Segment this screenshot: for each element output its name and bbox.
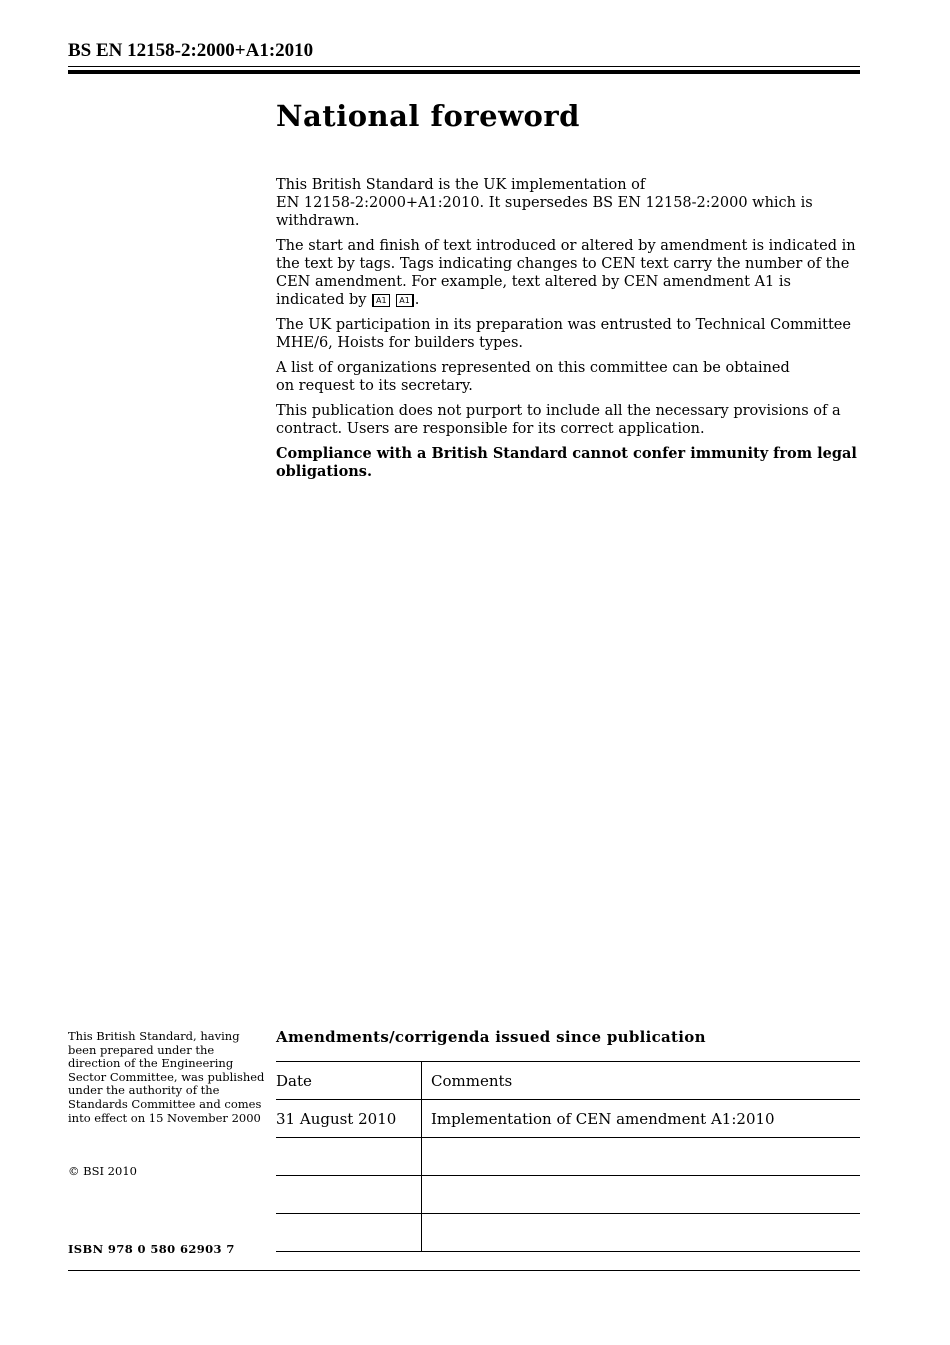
row-date: 31 August 2010 — [276, 1100, 422, 1138]
para-compliance: Compliance with a British Standard cannot confer immunity from legal obligations. — [276, 445, 857, 480]
page-title: National foreword — [276, 99, 580, 133]
table-row — [276, 1138, 860, 1176]
header-comments: Comments — [422, 1062, 861, 1100]
row-comments — [422, 1214, 861, 1252]
isbn: ISBN 978 0 580 62903 7 — [68, 1242, 235, 1256]
para-amendment-tags-end: . — [414, 292, 420, 308]
foreword-body — [276, 176, 860, 488]
amendment-tag-close-icon: A1 — [396, 294, 414, 307]
para-organizations: A list of organizations represented on this committee can be obtained on request to its secretary. — [276, 360, 790, 394]
amendment-tag-open-icon: A1 — [372, 294, 390, 307]
para-implementation: This British Standard is the UK implementation of EN 12158-2:2000+A1:2010. It supersedes BS EN 12158-2:2000 which is withdrawn. — [276, 177, 813, 229]
header-rule-thin — [68, 66, 860, 67]
row-comments — [422, 1138, 861, 1176]
authority-note: This British Standard, having been prepared under the direction of the Engineering Sector Committee, was published under the authority of the Standards Committee and comes into effect on 15 November 2000 — [68, 1029, 265, 1125]
row-date — [276, 1214, 422, 1252]
table-header-row — [276, 1062, 860, 1100]
standard-id: BS EN 12158-2:2000+A1:2010 — [68, 40, 314, 61]
row-comments: Implementation of CEN amendment A1:2010 — [422, 1100, 861, 1138]
table-row — [276, 1176, 860, 1214]
row-date — [276, 1138, 422, 1176]
para-amendment-tags-text: The start and finish of text introduced or altered by amendment is indicated in the text by tags. Tags indicating changes to CEN text carry the number of the CEN amendment. For example, text altered by CEN amendment A1 is indicated by — [276, 238, 856, 308]
para-provisions: This publication does not purport to include all the necessary provisions of a contract. Users are responsible for its correct application. — [276, 403, 841, 437]
amendments-title: Amendments/corrigenda issued since publication — [276, 1028, 706, 1046]
para-participation: The UK participation in its preparation was entrusted to Technical Committee MHE/6, Hoists for builders types. — [276, 317, 851, 351]
footer-rule — [68, 1270, 860, 1271]
row-date — [276, 1176, 422, 1214]
copyright: © BSI 2010 — [68, 1164, 137, 1178]
amendments-table — [276, 1061, 860, 1252]
para-amendment-tags — [276, 237, 860, 309]
table-row — [276, 1214, 860, 1252]
header-date: Date — [276, 1062, 422, 1100]
header-rule-thick — [68, 70, 860, 74]
row-comments — [422, 1176, 861, 1214]
table-row — [276, 1100, 860, 1138]
